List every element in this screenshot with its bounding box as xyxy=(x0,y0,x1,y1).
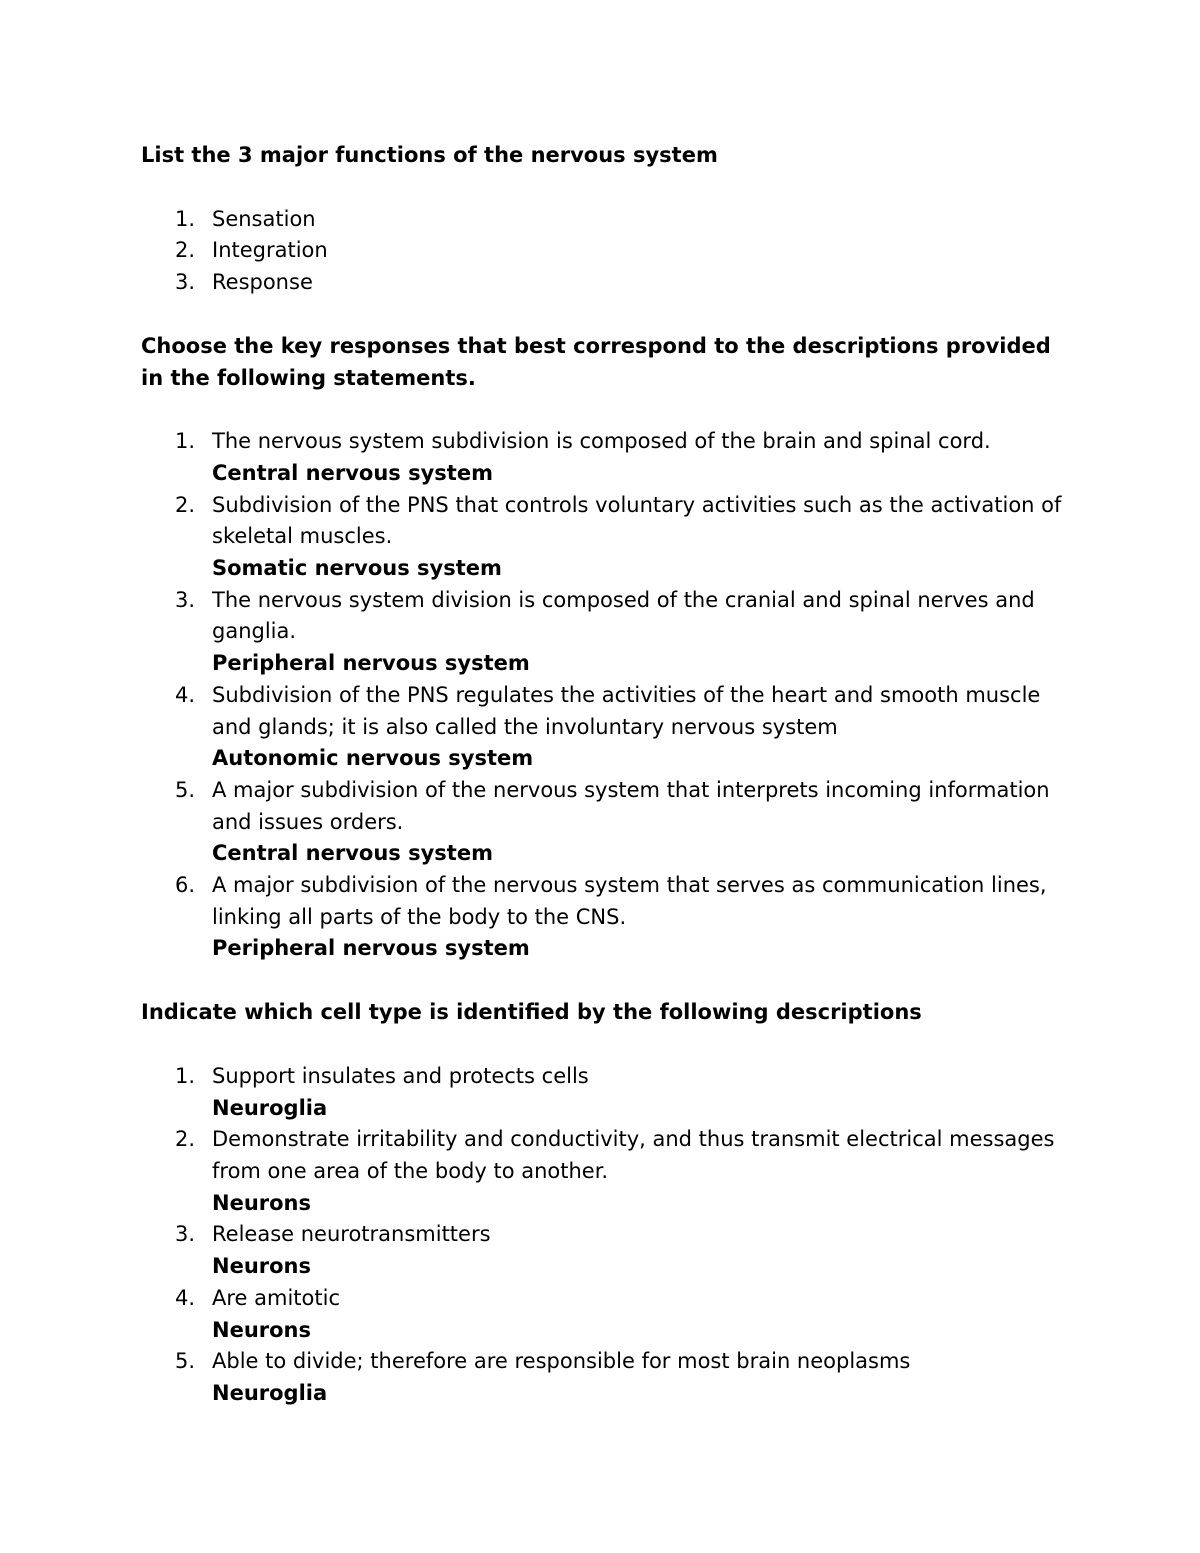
list-item xyxy=(141,490,1080,585)
list-item xyxy=(141,775,1080,870)
item-text: A major subdivision of the nervous system that serves as communication lines, linking all parts of the body to the CNS. xyxy=(212,873,1047,929)
item-answer: Peripheral nervous system xyxy=(212,651,530,676)
item-text: The nervous system subdivision is composed of the brain and spinal cord. xyxy=(212,429,991,454)
list-item xyxy=(141,585,1080,680)
item-answer: Somatic nervous system xyxy=(212,556,502,581)
item-text: Subdivision of the PNS that controls voluntary activities such as the activation of skeletal muscles. xyxy=(212,492,1062,549)
list-item xyxy=(141,267,1080,299)
item-number: 1. xyxy=(175,206,196,231)
cell-types-list xyxy=(141,1061,1080,1410)
key-responses-list xyxy=(141,426,1080,965)
item-text: A major subdivision of the nervous system that interprets incoming information and issues orders. xyxy=(212,777,1050,834)
section-heading-cell-types: Indicate which cell type is identified by the following descriptions xyxy=(141,1000,922,1025)
item-answer: Neuroglia xyxy=(212,1095,328,1120)
item-number: 2. xyxy=(175,238,196,263)
item-answer: Autonomic nervous system xyxy=(212,746,534,771)
item-number: 3. xyxy=(175,587,196,612)
item-text: Demonstrate irritability and conductivity, and thus transmit electrical messages from one area of the body to another. xyxy=(212,1127,1055,1183)
item-answer: Neurons xyxy=(212,1190,312,1215)
item-number: 1. xyxy=(175,1063,196,1088)
item-text: Subdivision of the PNS regulates the activities of the heart and smooth muscle and glands; it is also called the involuntary nervous system xyxy=(212,682,1041,739)
item-number: 6. xyxy=(175,873,196,898)
item-number: 5. xyxy=(175,777,196,802)
item-text: Response xyxy=(212,270,313,295)
item-number: 4. xyxy=(175,1285,196,1310)
item-answer: Neurons xyxy=(212,1317,312,1342)
list-item xyxy=(141,680,1080,775)
item-answer: Central nervous system xyxy=(212,460,493,485)
list-item xyxy=(141,1061,1080,1124)
list-item xyxy=(141,235,1080,267)
item-answer: Peripheral nervous system xyxy=(212,936,530,961)
functions-list xyxy=(141,204,1080,299)
item-number: 1. xyxy=(175,429,196,454)
list-item xyxy=(141,1219,1080,1282)
item-answer: Neuroglia xyxy=(212,1380,328,1405)
item-text: Are amitotic xyxy=(212,1285,340,1310)
item-number: 4. xyxy=(175,682,196,707)
item-text: Sensation xyxy=(212,206,316,231)
list-item xyxy=(141,1346,1080,1409)
item-text: Able to divide; therefore are responsible for most brain neoplasms xyxy=(212,1349,911,1374)
list-item xyxy=(141,1124,1080,1219)
item-text: Release neurotransmitters xyxy=(212,1222,491,1247)
item-number: 3. xyxy=(175,270,196,295)
list-item xyxy=(141,1283,1080,1346)
section-heading-key-responses: Choose the key responses that best correspond to the descriptions provided in the following statements. xyxy=(141,333,1051,390)
item-number: 2. xyxy=(175,492,196,517)
list-item xyxy=(141,204,1080,236)
item-number: 5. xyxy=(175,1349,196,1374)
item-answer: Neurons xyxy=(212,1254,312,1279)
item-number: 2. xyxy=(175,1127,196,1152)
item-number: 3. xyxy=(175,1222,196,1247)
list-item xyxy=(141,426,1080,489)
list-item xyxy=(141,870,1080,965)
item-text: Integration xyxy=(212,238,328,263)
item-text: Support insulates and protects cells xyxy=(212,1063,589,1088)
section-heading-functions: List the 3 major functions of the nervous system xyxy=(141,143,718,167)
item-answer: Central nervous system xyxy=(212,841,493,866)
item-text: The nervous system division is composed of the cranial and spinal nerves and ganglia. xyxy=(212,587,1035,644)
